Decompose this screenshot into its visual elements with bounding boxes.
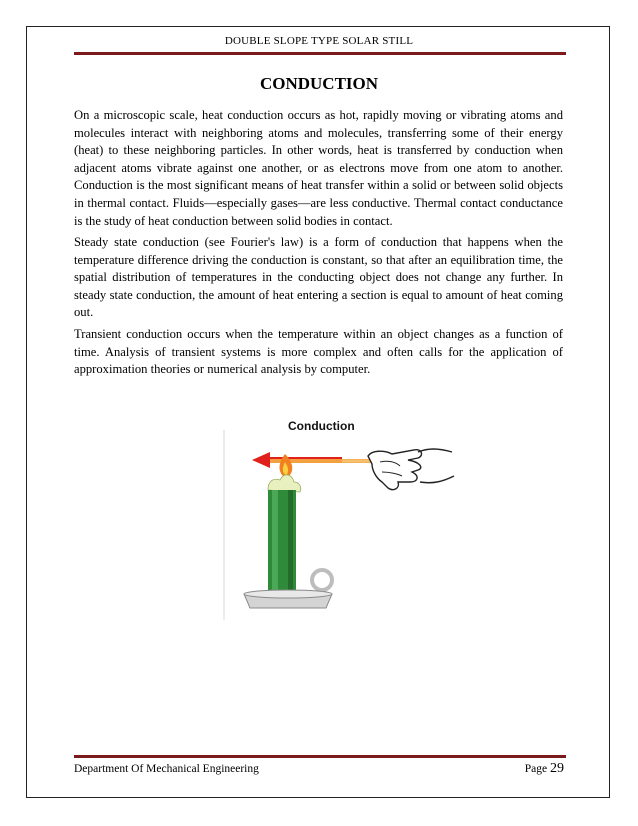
paragraph-2: Steady state conduction (see Fourier's law) is a form of conduction that happens when the temperature difference driving the conduction is constant, so that after an equilibration time, the spatial distribution of temperatures in the conducting object does not change any further. In steady state conduction, the amount of heat entering a section is equal to amount of heat coming out. bbox=[74, 235, 563, 320]
conduction-illustration bbox=[222, 412, 462, 624]
footer-rule bbox=[74, 755, 566, 758]
section-title: CONDUCTION bbox=[259, 74, 379, 93]
hand-icon bbox=[368, 450, 421, 490]
footer-department: Department Of Mechanical Engineering bbox=[74, 763, 259, 775]
paragraph-3: Transient conduction occurs when the temperature within an object changes as a function of time. Analysis of transient systems is more complex and often calls for the application of approximation theories or numerical analysis by computer. bbox=[74, 327, 563, 377]
candle-holder-ring bbox=[312, 570, 332, 590]
page-number: 29 bbox=[550, 761, 564, 776]
header-rule bbox=[74, 52, 566, 55]
page-prefix: Page bbox=[524, 763, 548, 775]
candle-wax-top bbox=[268, 475, 301, 492]
running-header: DOUBLE SLOPE TYPE SOLAR STILL bbox=[224, 35, 414, 47]
paragraph-1: On a microscopic scale, heat conduction occurs as hot, rapidly moving or vibrating atoms and molecules interact with neighboring atoms and molecules, transferring some of their energy (heat) to these neighboring particles. In other words, heat is transferred by conduction when adjacent atoms vibrate against one another, or as electrons move from one atom to another. Conduction is the most significant means of heat transfer within a solid or between solid objects in thermal contact. Fluids—especially gases—are less conductive. Thermal contact conductance is the study of heat conduction between solid bodies in contact. bbox=[74, 108, 563, 228]
figure-label: Conduction bbox=[288, 419, 355, 433]
footer-page bbox=[525, 761, 564, 777]
